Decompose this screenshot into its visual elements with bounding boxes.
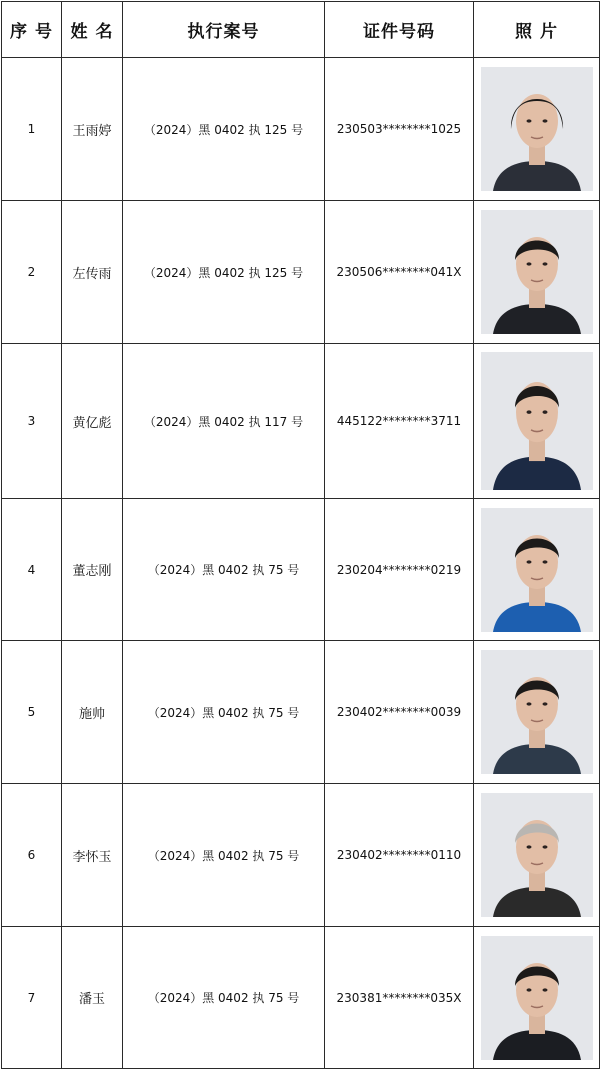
header-seq: 序 号 bbox=[2, 2, 62, 58]
cell-name: 施帅 bbox=[62, 641, 123, 784]
cell-seq: 6 bbox=[2, 784, 62, 927]
cell-name: 左传雨 bbox=[62, 201, 123, 344]
cell-photo bbox=[474, 201, 600, 344]
cell-case-no: （2024）黑 0402 执 125 号 bbox=[123, 58, 325, 201]
cell-case-no: （2024）黑 0402 执 75 号 bbox=[123, 927, 325, 1069]
debtor-roster-table bbox=[1, 1, 600, 1069]
table-row bbox=[2, 344, 600, 499]
header-row bbox=[2, 2, 600, 58]
cell-seq: 7 bbox=[2, 927, 62, 1069]
cell-id-no: 445122********3711 bbox=[325, 344, 474, 499]
table-row bbox=[2, 499, 600, 641]
cell-photo bbox=[474, 784, 600, 927]
cell-name: 王雨婷 bbox=[62, 58, 123, 201]
cell-photo bbox=[474, 641, 600, 784]
cell-seq: 2 bbox=[2, 201, 62, 344]
cell-case-no: （2024）黑 0402 执 75 号 bbox=[123, 499, 325, 641]
portrait-female-photo bbox=[481, 67, 593, 191]
table-row bbox=[2, 201, 600, 344]
table-row bbox=[2, 784, 600, 927]
cell-name: 董志刚 bbox=[62, 499, 123, 641]
cell-id-no: 230402********0039 bbox=[325, 641, 474, 784]
table-row bbox=[2, 58, 600, 201]
cell-id-no: 230204********0219 bbox=[325, 499, 474, 641]
portrait-elderly-male-photo bbox=[481, 793, 593, 917]
portrait-male-photo bbox=[481, 352, 593, 490]
cell-photo bbox=[474, 344, 600, 499]
cell-photo bbox=[474, 58, 600, 201]
header-photo: 照 片 bbox=[474, 2, 600, 58]
cell-name: 李怀玉 bbox=[62, 784, 123, 927]
cell-seq: 5 bbox=[2, 641, 62, 784]
header-id-no: 证件号码 bbox=[325, 2, 474, 58]
table-row bbox=[2, 641, 600, 784]
cell-id-no: 230506********041X bbox=[325, 201, 474, 344]
cell-name: 潘玉 bbox=[62, 927, 123, 1069]
cell-id-no: 230402********0110 bbox=[325, 784, 474, 927]
portrait-male-photo bbox=[481, 210, 593, 334]
table-row bbox=[2, 927, 600, 1069]
cell-case-no: （2024）黑 0402 执 117 号 bbox=[123, 344, 325, 499]
cell-case-no: （2024）黑 0402 执 75 号 bbox=[123, 784, 325, 927]
cell-seq: 1 bbox=[2, 58, 62, 201]
cell-photo bbox=[474, 499, 600, 641]
cell-id-no: 230381********035X bbox=[325, 927, 474, 1069]
cell-case-no: （2024）黑 0402 执 125 号 bbox=[123, 201, 325, 344]
header-name: 姓 名 bbox=[62, 2, 123, 58]
portrait-male-photo bbox=[481, 508, 593, 632]
portrait-male-photo bbox=[481, 650, 593, 774]
cell-name: 黄亿彪 bbox=[62, 344, 123, 499]
cell-case-no: （2024）黑 0402 执 75 号 bbox=[123, 641, 325, 784]
cell-id-no: 230503********1025 bbox=[325, 58, 474, 201]
cell-seq: 3 bbox=[2, 344, 62, 499]
portrait-male-photo bbox=[481, 936, 593, 1060]
cell-seq: 4 bbox=[2, 499, 62, 641]
header-case-no: 执行案号 bbox=[123, 2, 325, 58]
cell-photo bbox=[474, 927, 600, 1069]
